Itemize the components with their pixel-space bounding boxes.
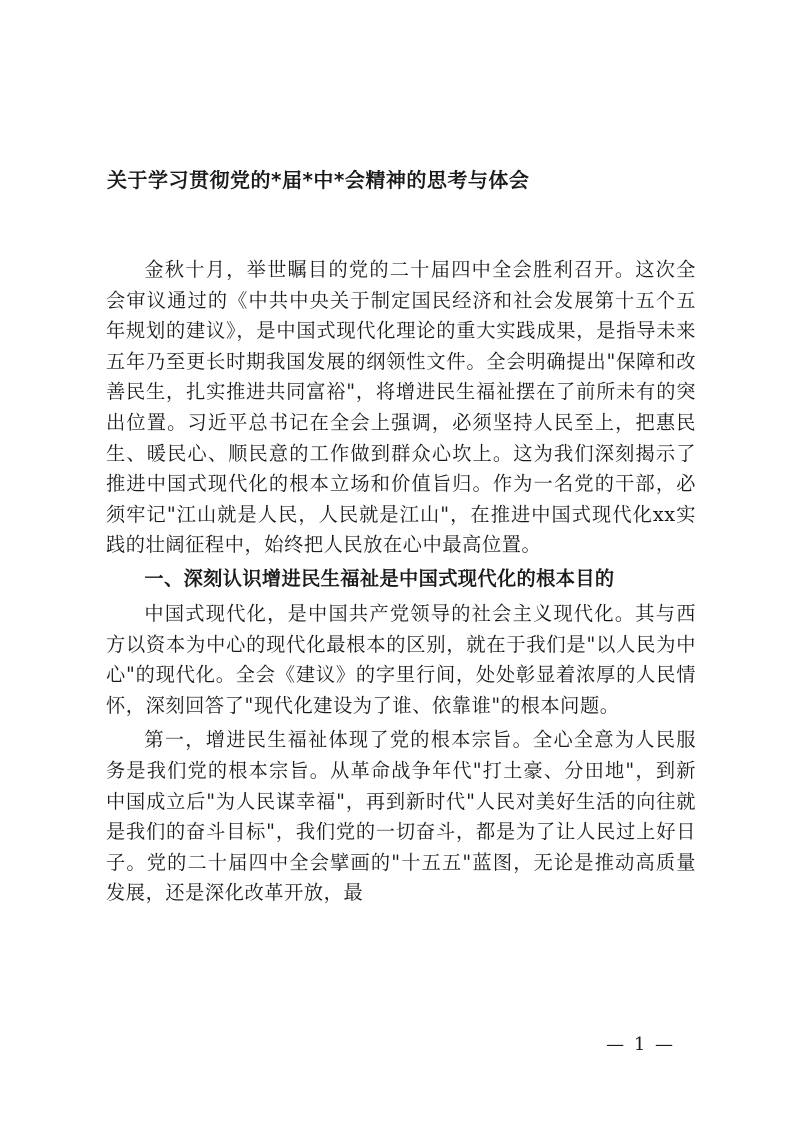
body-paragraph-2: 中国式现代化，是中国共产党领导的社会主义现代化。其与西方以资本为中心的现代化最根本的区别，就在于我们是"以人民为中心"的现代化。全会《建议》的字里行间，处处彰显着浓厚的人民情怀，深刻回答了"现代化建设为了谁、依靠谁"的根本问题。 [106, 601, 696, 717]
document-body [106, 255, 696, 909]
page-number: — 1 — [606, 1034, 675, 1055]
document-title: 关于学习贯彻党的*届*中*会精神的思考与体会 [107, 168, 530, 192]
section-heading-1: 一、深刻认识增进民生福祉是中国式现代化的根本目的 [144, 566, 615, 590]
intro-paragraph: 金秋十月，举世瞩目的党的二十届四中全会胜利召开。这次全会审议通过的《中共中央关于制定国民经济和社会发展第十五个五年规划的建议》，是中国式现代化理论的重大实践成果，是指导未来五年乃至更长时期我国发展的纲领性文件。全会明确提出"保障和改善民生，扎实推进共同富裕"，将增进民生福祉摆在了前所未有的突出位置。习近平总书记在全会上强调，必须坚持人民至上，把惠民生、暖民心、顺民意的工作做到群众心坎上。这为我们深刻揭示了推进中国式现代化的根本立场和价值旨归。作为一名党的干部，必须牢记"江山就是人民，人民就是江山"，在推进中国式现代化xx实践的壮阔征程中，始终把人民放在心中最高位置。 [106, 258, 696, 557]
body-paragraph-3: 第一，增进民生福祉体现了党的根本宗旨。全心全意为人民服务是我们党的根本宗旨。从革命战争年代"打土豪、分田地"，到新中国成立后"为人民谋幸福"，再到新时代"人民对美好生活的向往就是我们的奋斗目标"，我们党的一切奋斗，都是为了让人民过上好日子。党的二十届四中全会擘画的"十五五"蓝图，无论是推动高质量发展，还是深化改革开放，最 [106, 728, 696, 905]
